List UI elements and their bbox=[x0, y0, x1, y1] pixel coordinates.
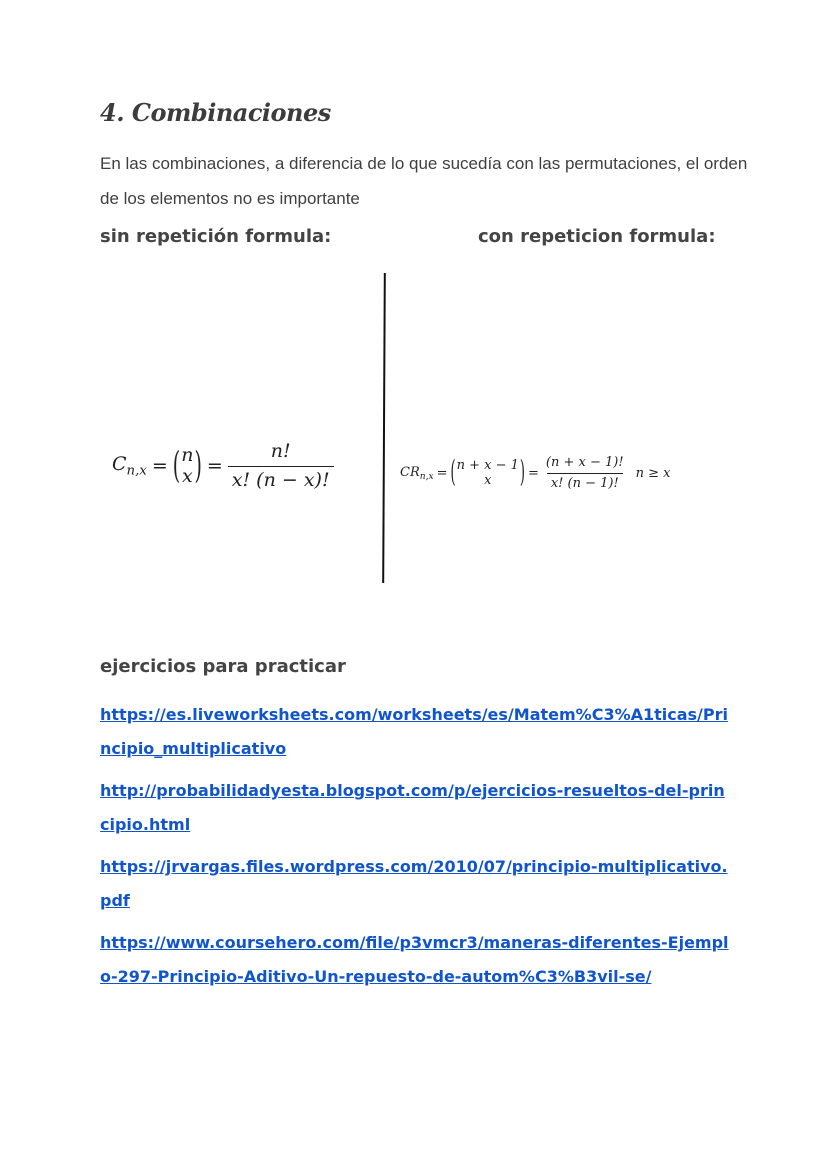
equals-sign: = bbox=[151, 455, 168, 478]
combination-formula bbox=[112, 440, 334, 493]
exercise-link-blogspot[interactable]: http://probabilidadyesta.blogspot.com/p/ejercicios-resueltos-del-principio.html bbox=[100, 781, 725, 834]
subheading-without-repetition: sin repetición formula: bbox=[100, 226, 332, 247]
binomial-coefficient: ( n x ) bbox=[172, 444, 202, 488]
formula-lhs: $CR_{n,x}$ bbox=[400, 465, 434, 483]
equals-sign: = bbox=[436, 466, 448, 482]
formula-lhs: $C_{n,x}$ bbox=[112, 453, 147, 480]
combination-with-repetition-formula bbox=[400, 455, 670, 493]
binomial-top: n + x − 1 bbox=[456, 458, 519, 474]
vertical-divider bbox=[382, 273, 386, 583]
fraction-denominator: x! (n − x)! bbox=[228, 466, 334, 493]
fraction bbox=[228, 440, 334, 493]
fraction-denominator: x! (n − 1)! bbox=[547, 473, 623, 492]
binomial-top: n bbox=[181, 444, 194, 467]
exercise-links bbox=[100, 698, 730, 1002]
practice-heading: ejercicios para practicar bbox=[100, 656, 346, 677]
exercise-link-liveworksheets[interactable]: https://es.liveworksheets.com/worksheets/es/Matem%C3%A1ticas/Principio_multiplicativo bbox=[100, 705, 728, 758]
binomial-bottom: x bbox=[181, 465, 193, 488]
exercise-link-coursehero[interactable]: https://www.coursehero.com/file/p3vmcr3/maneras-diferentes-Ejemplo-297-Principio-Aditivo-Un-repuesto-de-autom%C3%B3vil-se/ bbox=[100, 933, 729, 986]
equals-sign: = bbox=[528, 466, 539, 482]
binomial-bottom: x bbox=[484, 472, 492, 488]
subheading-with-repetition: con repeticion formula: bbox=[478, 226, 716, 247]
fraction-numerator: n! bbox=[270, 440, 291, 462]
fraction bbox=[542, 455, 628, 493]
equals-sign: = bbox=[206, 455, 223, 478]
fraction-numerator: (n + x − 1)! bbox=[545, 455, 624, 470]
intro-paragraph: En las combinaciones, a diferencia de lo que sucedía con las permutaciones, el orden de los elementos no es importante bbox=[100, 154, 748, 208]
section-heading: 4. Combinaciones bbox=[100, 98, 331, 127]
binomial-coefficient: ( n + x − 1 x ) bbox=[450, 456, 525, 491]
exercise-link-wordpress-pdf[interactable]: https://jrvargas.files.wordpress.com/2010/07/principio-multiplicativo.pdf bbox=[100, 857, 728, 910]
formula-condition: n ≥ x bbox=[635, 466, 671, 482]
